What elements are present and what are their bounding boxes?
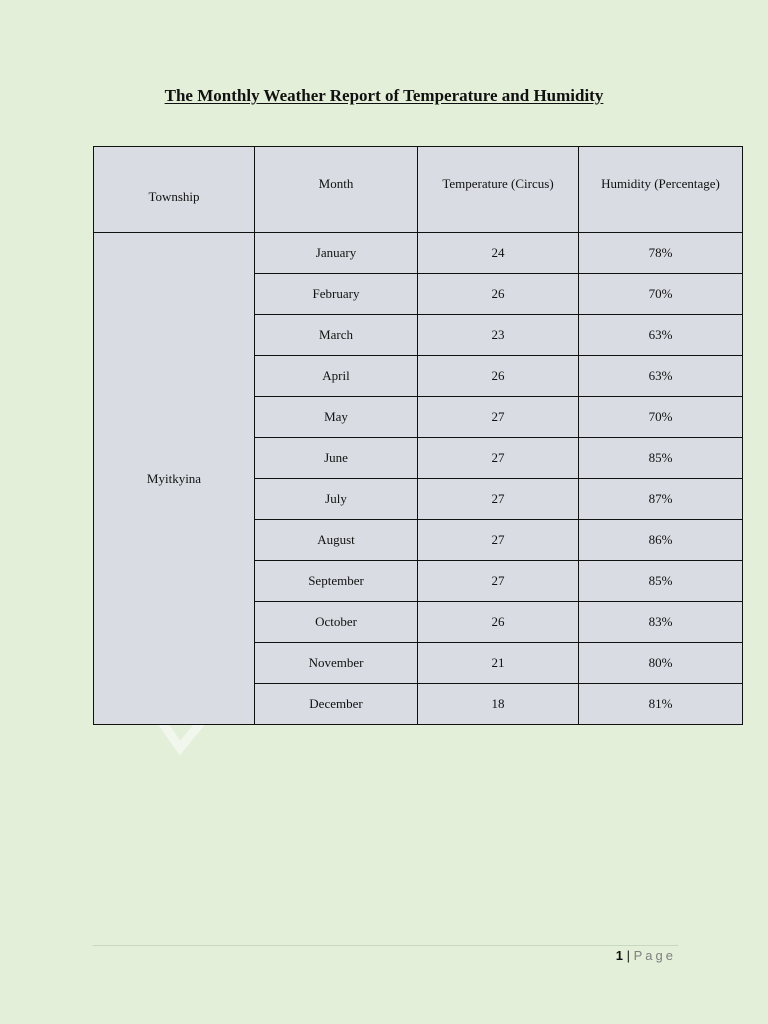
- page-separator: |: [626, 948, 630, 963]
- humidity-cell: 86%: [579, 520, 743, 561]
- month-cell: July: [255, 479, 418, 520]
- header-month: Month: [255, 147, 418, 233]
- footer-divider: [93, 945, 678, 946]
- month-cell: March: [255, 315, 418, 356]
- month-cell: December: [255, 684, 418, 725]
- month-cell: September: [255, 561, 418, 602]
- document-title: The Monthly Weather Report of Temperature and Humidity: [164, 86, 604, 105]
- temperature-cell: 23: [418, 315, 579, 356]
- humidity-cell: 83%: [579, 602, 743, 643]
- table-body: [94, 233, 743, 725]
- month-cell: May: [255, 397, 418, 438]
- page-number: 1: [615, 948, 623, 963]
- month-cell: August: [255, 520, 418, 561]
- temperature-cell: 27: [418, 520, 579, 561]
- month-cell: February: [255, 274, 418, 315]
- humidity-cell: 81%: [579, 684, 743, 725]
- page-label: Page: [633, 948, 676, 963]
- temperature-cell: 27: [418, 438, 579, 479]
- header-humidity: Humidity (Percentage): [579, 147, 743, 233]
- month-cell: October: [255, 602, 418, 643]
- temperature-cell: 27: [418, 479, 579, 520]
- table-row: [94, 233, 743, 274]
- temperature-cell: 27: [418, 397, 579, 438]
- humidity-cell: 85%: [579, 561, 743, 602]
- temperature-cell: 21: [418, 643, 579, 684]
- humidity-cell: 85%: [579, 438, 743, 479]
- temperature-cell: 26: [418, 356, 579, 397]
- temperature-cell: 26: [418, 602, 579, 643]
- township-cell: Myitkyina: [94, 233, 255, 725]
- temperature-cell: 26: [418, 274, 579, 315]
- temperature-cell: 27: [418, 561, 579, 602]
- month-cell: April: [255, 356, 418, 397]
- humidity-cell: 78%: [579, 233, 743, 274]
- humidity-cell: 63%: [579, 356, 743, 397]
- header-township: Township: [94, 147, 255, 233]
- humidity-cell: 70%: [579, 274, 743, 315]
- month-cell: January: [255, 233, 418, 274]
- month-cell: June: [255, 438, 418, 479]
- temperature-cell: 18: [418, 684, 579, 725]
- page-footer: [0, 948, 676, 963]
- month-cell: November: [255, 643, 418, 684]
- table-header-row: [94, 147, 743, 233]
- humidity-cell: 87%: [579, 479, 743, 520]
- header-temperature: Temperature (Circus): [418, 147, 579, 233]
- humidity-cell: 63%: [579, 315, 743, 356]
- humidity-cell: 80%: [579, 643, 743, 684]
- weather-table: [93, 146, 743, 725]
- temperature-cell: 24: [418, 233, 579, 274]
- humidity-cell: 70%: [579, 397, 743, 438]
